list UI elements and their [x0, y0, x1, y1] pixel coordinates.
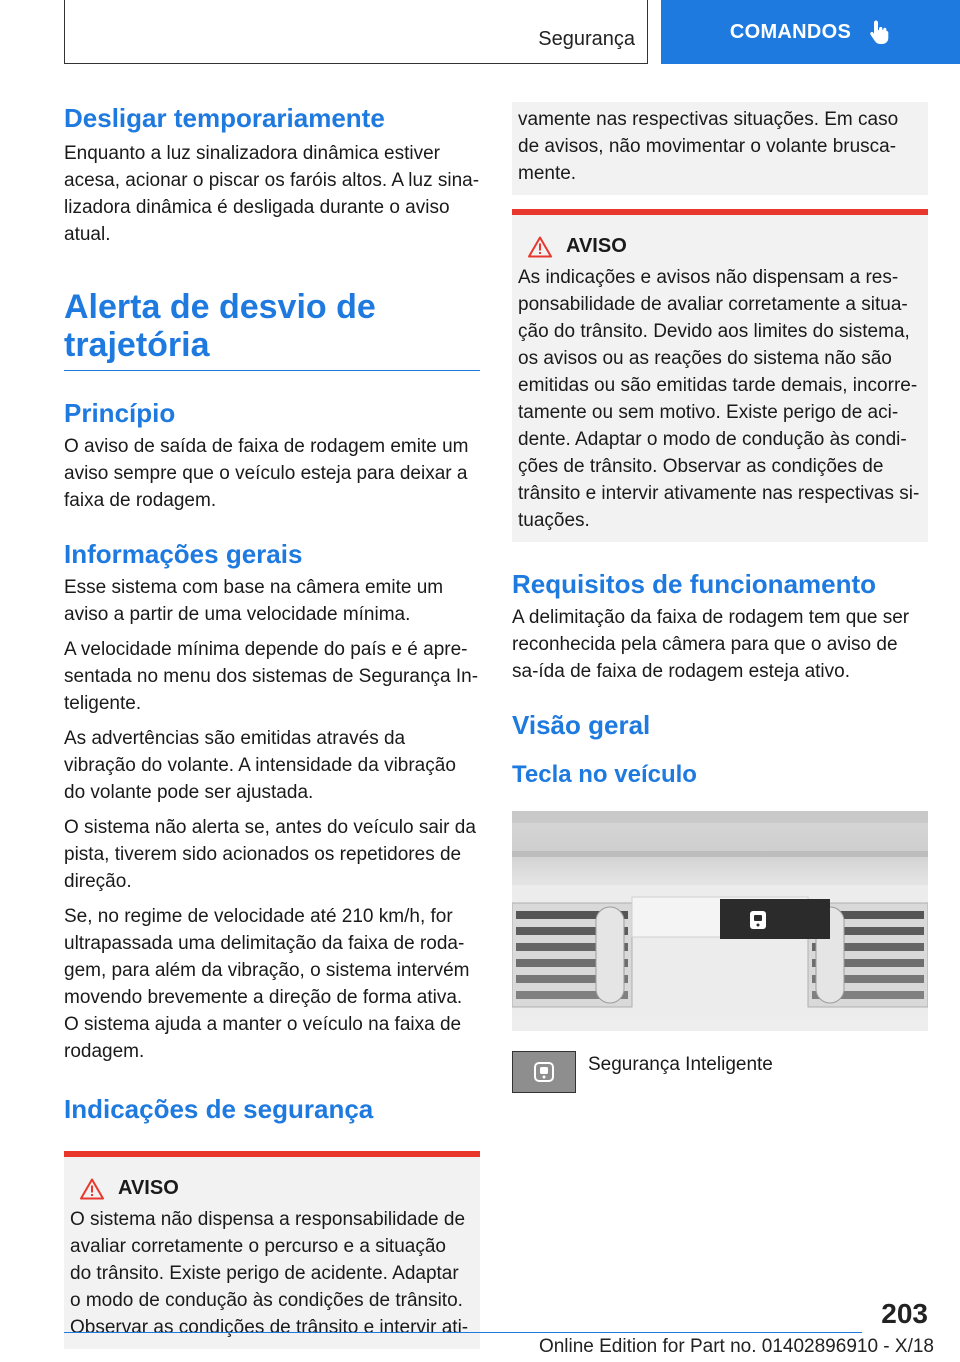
warning-title-2: AVISO — [566, 235, 627, 257]
hand-pointer-icon — [869, 19, 891, 45]
warning-triangle-icon — [528, 236, 552, 258]
key-legend-row — [512, 1051, 928, 1093]
heading-desligar: Desligar temporariamente — [64, 103, 385, 133]
warning-box-1-continued — [512, 102, 928, 195]
lane-assist-icon — [750, 911, 766, 929]
footer-divider — [64, 1332, 862, 1333]
header-section-title: Segurança — [538, 28, 635, 50]
warning-header-1 — [80, 1177, 472, 1200]
vehicle-button-photo — [512, 811, 928, 1031]
footer-edition: Online Edition for Part no. 01402896910 - X/18 — [538, 1336, 934, 1357]
warning-text-1: O sistema não dispensa a responsabilidade de avaliar corretamente o percurso e a situação do trânsito. Existe perigo de acidente. Adaptar o modo de condução às condições de trânsito. Observar as condições de trânsito e intervir ati- — [70, 1209, 469, 1338]
key-label: Segurança Inteligente — [588, 1054, 773, 1075]
warning-box-2 — [512, 209, 928, 542]
dashboard-illustration — [512, 811, 928, 1031]
paragraph-desligar: Enquanto a luz sinalizadora dinâmica estiver acesa, acionar o piscar os faróis altos. A luz sina-lizadora dinâmica é desligada durante o aviso atual. — [64, 143, 480, 245]
warning-text-2: As indicações e avisos não dispensam a res-ponsabilidade de avaliar corretamente a situa-ção do trânsito. Devido aos limites do sistema, os avisos ou as reações do sistema não são emitidas ou são emitidas tarde demais, incorre-tamente ou sem motivo. Existe perigo de aci-dente. Adaptar o modo de condução às condi-ções de trânsito. Observar as condições de trânsito e intervir ativamente nas respectivas si-tuações. — [518, 267, 920, 531]
key-thumbnail — [512, 1051, 576, 1093]
warning-text-1-continued: vamente nas respectivas situações. Em caso de avisos, não movimentar o volante brusca-mente. — [518, 109, 899, 184]
paragraph-info-5: Se, no regime de velocidade até 210 km/h, for ultrapassada uma delimitação da faixa de roda-gem, para além da vibração, o sistema intervém movendo brevemente a direção de forma ativa. O sistema ajuda a manter o veículo na faixa de rodagem. — [64, 906, 470, 1062]
header-section-box — [64, 0, 648, 64]
paragraph-info-1: Esse sistema com base na câmera emite um aviso a partir de uma velocidade mínima. — [64, 577, 444, 625]
header-chapter-tab — [661, 0, 960, 64]
paragraph-info-2: A velocidade mínima depende do país e é apre-sentada no menu dos sistemas de Segurança In-teligente. — [64, 639, 479, 714]
warning-header-2 — [528, 235, 920, 258]
heading-visao: Visão geral — [512, 710, 651, 740]
heading-requisitos: Requisitos de funcionamento — [512, 569, 877, 599]
paragraph-info-3: As advertências são emitidas através da vibração do volante. A intensidade da vibração do volante pode ser ajustada. — [64, 728, 456, 803]
right-column — [512, 102, 928, 1093]
header-chapter-label: COMANDOS — [729, 20, 852, 43]
lane-assist-icon — [532, 1060, 556, 1084]
heading-principio: Princípio — [64, 398, 176, 428]
left-column — [64, 100, 480, 1349]
paragraph-info-4: O sistema não alerta se, antes do veículo sair da pista, tiverem sido acionados os repetidores de direção. — [64, 817, 476, 892]
heading-indicacoes: Indicações de segurança — [64, 1094, 374, 1124]
paragraph-principio: O aviso de saída de faixa de rodagem emite um aviso sempre que o veículo esteja para deixar a faixa de rodagem. — [64, 436, 469, 511]
warning-box-1 — [64, 1151, 480, 1349]
heading-alerta-line1: Alerta de desvio de — [64, 288, 376, 326]
warning-title-1: AVISO — [118, 1177, 179, 1199]
page-number: 203 — [881, 1298, 928, 1329]
heading-alerta-block — [64, 288, 480, 371]
heading-informacoes: Informações gerais — [64, 539, 303, 569]
heading-alerta-line2: trajetória — [64, 326, 210, 364]
paragraph-requisitos: A delimitação da faixa de rodagem tem que ser reconhecida pela câmera para que o aviso de sa-ída de faixa de rodagem esteja ativo. — [512, 607, 910, 682]
warning-triangle-icon — [80, 1178, 104, 1200]
heading-tecla: Tecla no veículo — [512, 761, 697, 788]
